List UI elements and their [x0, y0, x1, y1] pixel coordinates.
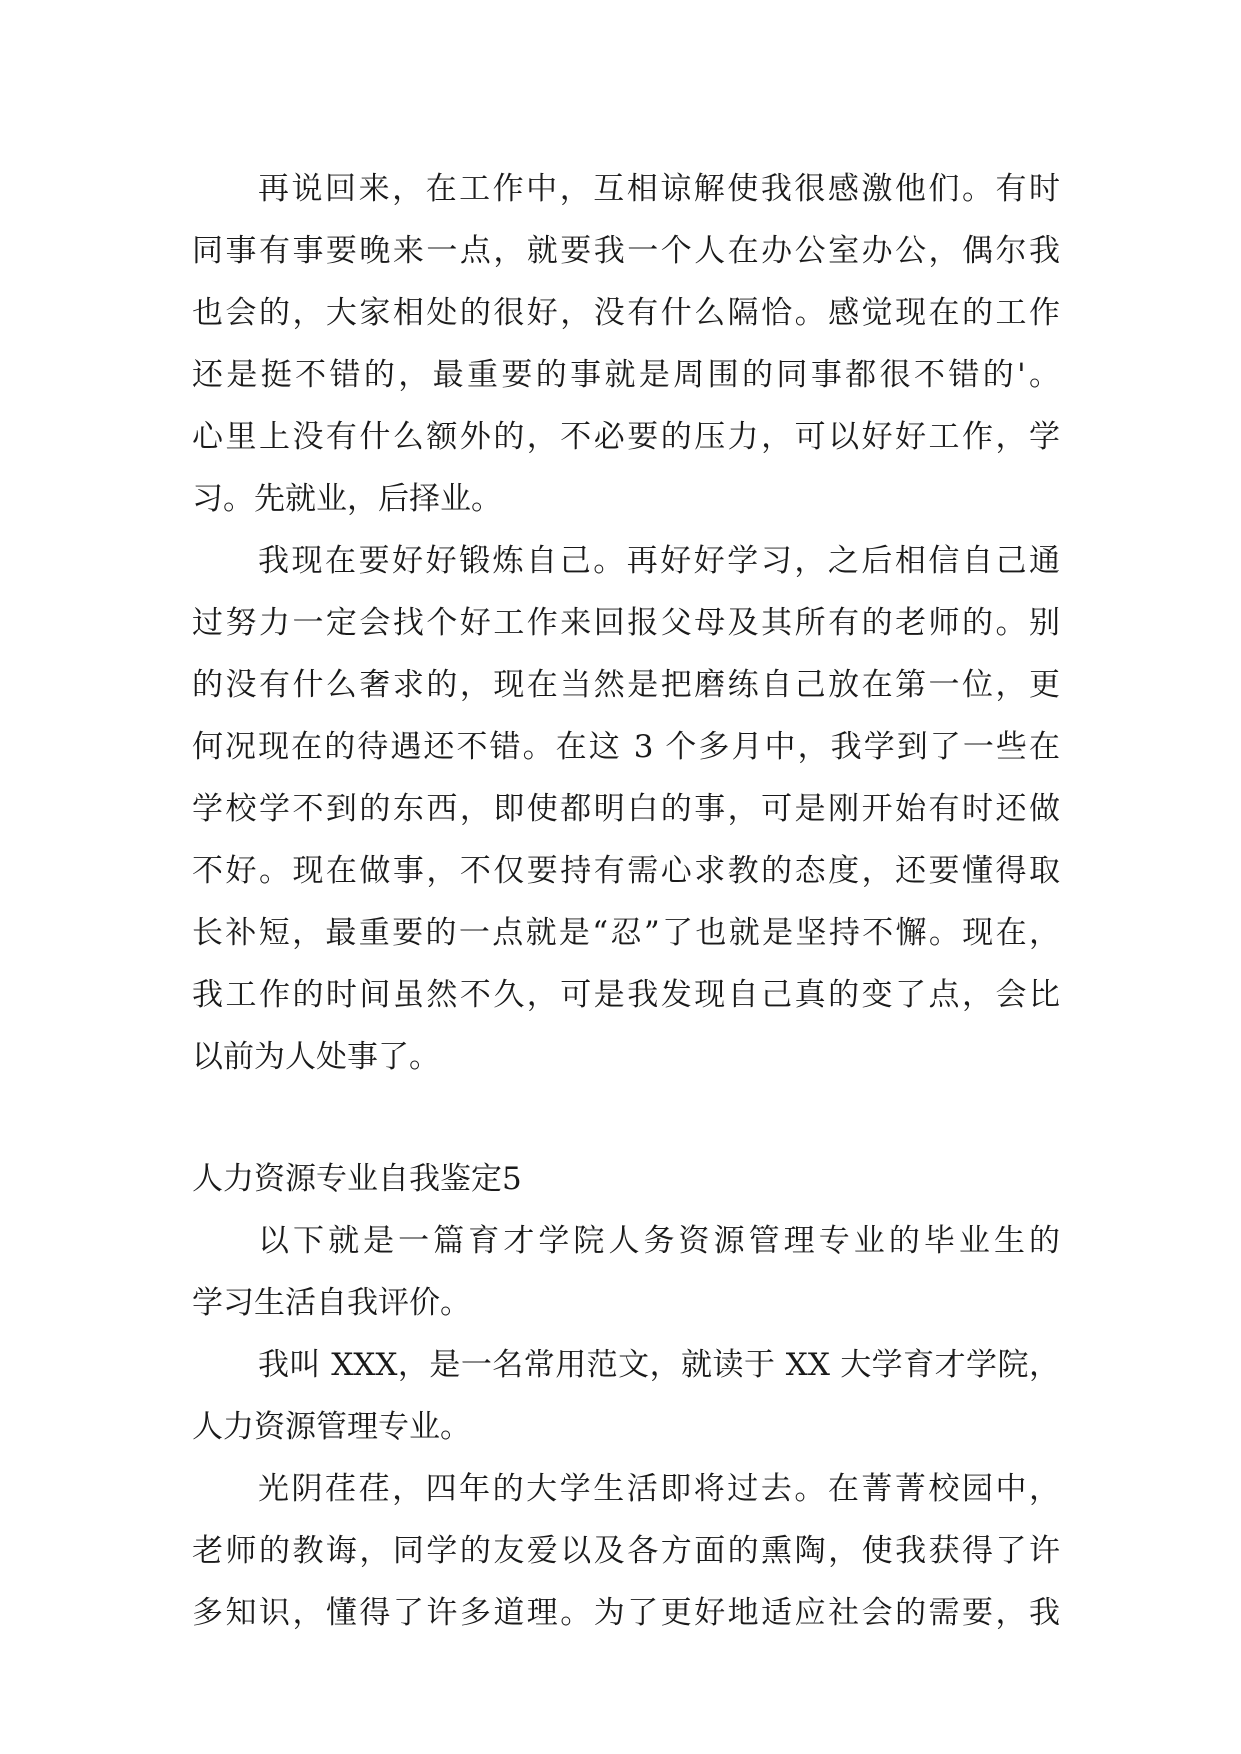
paragraph [192, 1334, 1060, 1458]
text-line: 以前为人处事了。 [192, 1039, 440, 1075]
text-line: 人力资源管理专业。 [192, 1409, 471, 1445]
text-line: 学习生活自我评价。 [192, 1285, 471, 1321]
text-line: 我叫 XXX，是一名常用范文，就读于 XX 大学育才学院， [258, 1347, 1060, 1383]
text-line: 老师的教诲，同学的友爱以及各方面的熏陶，使我获得了许 [192, 1533, 1060, 1569]
paragraph [192, 1458, 1060, 1644]
text-line: 还是挺不错的，最重要的事就是周围的同事都很不错的'。 [192, 357, 1060, 393]
text-line: 何况现在的待遇还不错。在这 3 个多月中，我学到了一些在 [192, 729, 1060, 765]
paragraph [192, 158, 1060, 530]
text-line: 过努力一定会找个好工作来回报父母及其所有的老师的。别 [192, 605, 1060, 641]
section-heading: 人力资源专业自我鉴定5 [192, 1161, 522, 1197]
section-gap [192, 1088, 1060, 1148]
text-line: 不好。现在做事，不仅要持有需心求教的态度，还要懂得取 [192, 853, 1060, 889]
text-line: 再说回来，在工作中，互相谅解使我很感激他们。有时 [258, 171, 1060, 207]
document-body [192, 158, 1060, 1644]
text-line: 也会的，大家相处的很好，没有什么隔恰。感觉现在的工作 [192, 295, 1060, 331]
text-line: 习。先就业，后择业。 [192, 481, 502, 517]
paragraph [192, 530, 1060, 1088]
text-line: 心里上没有什么额外的，不必要的压力，可以好好工作，学 [192, 419, 1060, 455]
text-line: 我现在要好好锻炼自己。再好好学习，之后相信自己通 [258, 543, 1060, 579]
text-line: 我工作的时间虽然不久，可是我发现自己真的变了点，会比 [192, 977, 1060, 1013]
text-line: 多知识，懂得了许多道理。为了更好地适应社会的需要，我 [192, 1595, 1060, 1631]
text-line: 光阴荏荏，四年的大学生活即将过去。在菁菁校园中， [258, 1471, 1060, 1507]
text-line: 长补短，最重要的一点就是“忍”了也就是坚持不懈。现在， [192, 915, 1060, 951]
text-line: 同事有事要晚来一点，就要我一个人在办公室办公，偶尔我 [192, 233, 1060, 269]
paragraph [192, 1210, 1060, 1334]
text-line: 的没有什么奢求的，现在当然是把磨练自己放在第一位，更 [192, 667, 1060, 703]
text-line: 学校学不到的东西，即使都明白的事，可是刚开始有时还做 [192, 791, 1060, 827]
text-line: 以下就是一篇育才学院人务资源管理专业的毕业生的 [258, 1223, 1060, 1259]
